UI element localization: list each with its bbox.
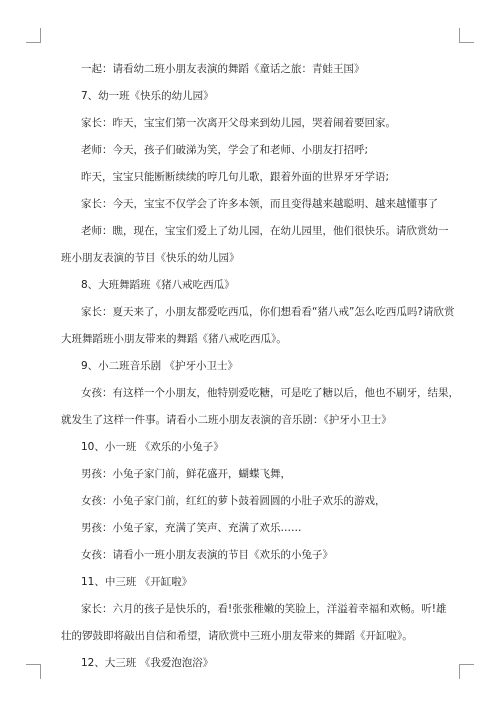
paragraph [61,548,443,562]
body-text-line: 男孩：小兔子家门前，鲜花盛开，蝴蝶飞舞， [81,468,291,480]
paragraph [61,305,455,346]
document-body [61,62,459,683]
paragraph [61,521,443,535]
body-text-line: 昨天，宝宝只能断断续续的哼几句儿歌，跟着外面的世界牙牙学语; [81,171,390,183]
body-text-line: 女孩：小兔子家门前，红红的萝卜鼓着圆圆的小肚子欢乐的游戏， [81,495,386,507]
body-text-line: 壮的锣鼓即将敲出自信和希望，请欣赏中三班小朋友带来的舞蹈《开缸啦》。 [61,630,413,642]
section-heading [61,359,443,373]
heading-text: 12、大三班 《我爱泡泡浴》 [81,657,214,669]
paragraph [61,602,447,643]
body-text-line: 班小朋友表演的节目《快乐的幼儿园》 [61,252,240,264]
section-heading [61,575,443,589]
body-text-line: 男孩：小兔子家，充满了笑声、充满了欢乐…… [81,522,302,534]
body-text-line: 老师：瞧，现在，宝宝们爱上了幼儿园，在幼儿园里，他们很快乐。请欣赏幼一 [81,225,449,237]
paragraph [61,224,449,265]
body-text-line: 老师：今天，孩子们破涕为笑，学会了和老师、小朋友打招呼; [81,144,369,156]
body-text-line: 家长：夏天来了，小朋友都爱吃西瓜，你们想看看“猪八戒”怎么吃西瓜吗?请欣赏 [81,306,455,318]
heading-text: 9、小二班音乐剧 《护牙小卫士》 [81,360,239,372]
body-text-line: 家长：今天，宝宝不仅学会了许多本领，而且变得越来越聪明、越来越懂事了 [81,198,438,210]
section-heading [61,89,443,103]
paragraph [61,170,443,184]
heading-text: 8、大班舞蹈班《猪八戒吃西瓜》 [81,279,235,291]
section-heading [61,278,443,292]
corner-mark-top-left [26,28,41,43]
paragraph [61,116,443,130]
body-text-line: 大班舞蹈班小朋友带来的舞蹈《猪八戒吃西瓜》。 [61,333,287,345]
section-heading [61,656,443,670]
body-text-line: 家长：六月的孩子是快乐的，看!张张稚嫩的笑脸上，洋溢着幸福和欢畅。听!雄 [81,603,447,615]
body-text-line: 家长：昨天，宝宝们第一次离开父母来到幼儿园，哭着闹着要回家。 [81,117,396,129]
corner-mark-bottom-right [459,664,474,679]
corner-mark-bottom-left [26,664,41,679]
paragraph [61,143,443,157]
corner-mark-top-right [459,28,474,43]
paragraph [61,62,443,76]
heading-text: 11、中三班 《开缸啦》 [81,576,193,588]
paragraph [61,386,459,427]
paragraph [61,467,443,481]
body-text-line: 女孩：有这样一个小朋友，他特别爱吃糖，可是吃了糖以后，他也不刷牙，结果， [81,387,459,399]
paragraph [61,197,443,211]
body-text-line: 女孩：请看小一班小朋友表演的节目《欢乐的小兔子》 [81,549,333,561]
body-text-line: 就发生了这样一件事。请看小二班小朋友表演的音乐剧：《护牙小卫士》 [61,414,392,426]
section-heading [61,440,443,454]
heading-text: 10、小一班 《欢乐的小兔子》 [81,441,224,453]
heading-text: 7、幼一班《快乐的幼儿园》 [81,90,214,102]
paragraph [61,494,443,508]
body-text-line: 一起：请看幼二班小朋友表演的舞蹈《童话之旅：青蛙王国》 [81,63,365,75]
